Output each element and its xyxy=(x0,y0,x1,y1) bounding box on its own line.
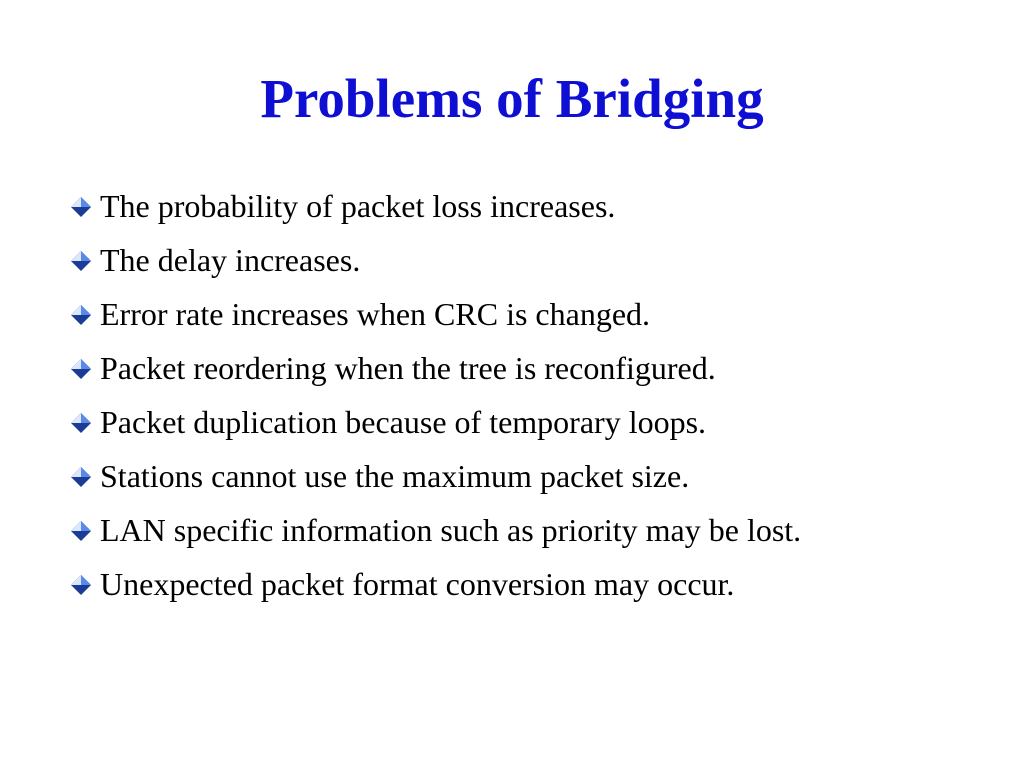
list-item xyxy=(70,401,950,444)
list-item xyxy=(70,185,950,228)
list-item xyxy=(70,293,950,336)
bullet-list xyxy=(70,185,950,617)
bullet-text: Packet reordering when the tree is reconfigured. xyxy=(100,350,716,386)
diamond-bullet-icon xyxy=(70,574,92,596)
bullet-text: The probability of packet loss increases. xyxy=(100,188,616,224)
list-item xyxy=(70,347,950,390)
bullet-text: Error rate increases when CRC is changed. xyxy=(100,296,651,332)
diamond-bullet-icon xyxy=(70,412,92,434)
bullet-text: Unexpected packet format conversion may occur. xyxy=(100,566,735,602)
bullet-text: LAN specific information such as priority may be lost. xyxy=(100,512,802,548)
list-item xyxy=(70,509,950,552)
bullet-text: Stations cannot use the maximum packet size. xyxy=(100,458,690,494)
diamond-bullet-icon xyxy=(70,520,92,542)
bullet-text: The delay increases. xyxy=(100,242,361,278)
diamond-bullet-icon xyxy=(70,466,92,488)
bullet-text: Packet duplication because of temporary loops. xyxy=(100,404,707,440)
list-item xyxy=(70,455,950,498)
list-item xyxy=(70,239,950,282)
diamond-bullet-icon xyxy=(70,358,92,380)
slide-title: Problems of Bridging xyxy=(260,68,764,129)
diamond-bullet-icon xyxy=(70,196,92,218)
diamond-bullet-icon xyxy=(70,250,92,272)
diamond-bullet-icon xyxy=(70,304,92,326)
list-item xyxy=(70,563,950,606)
